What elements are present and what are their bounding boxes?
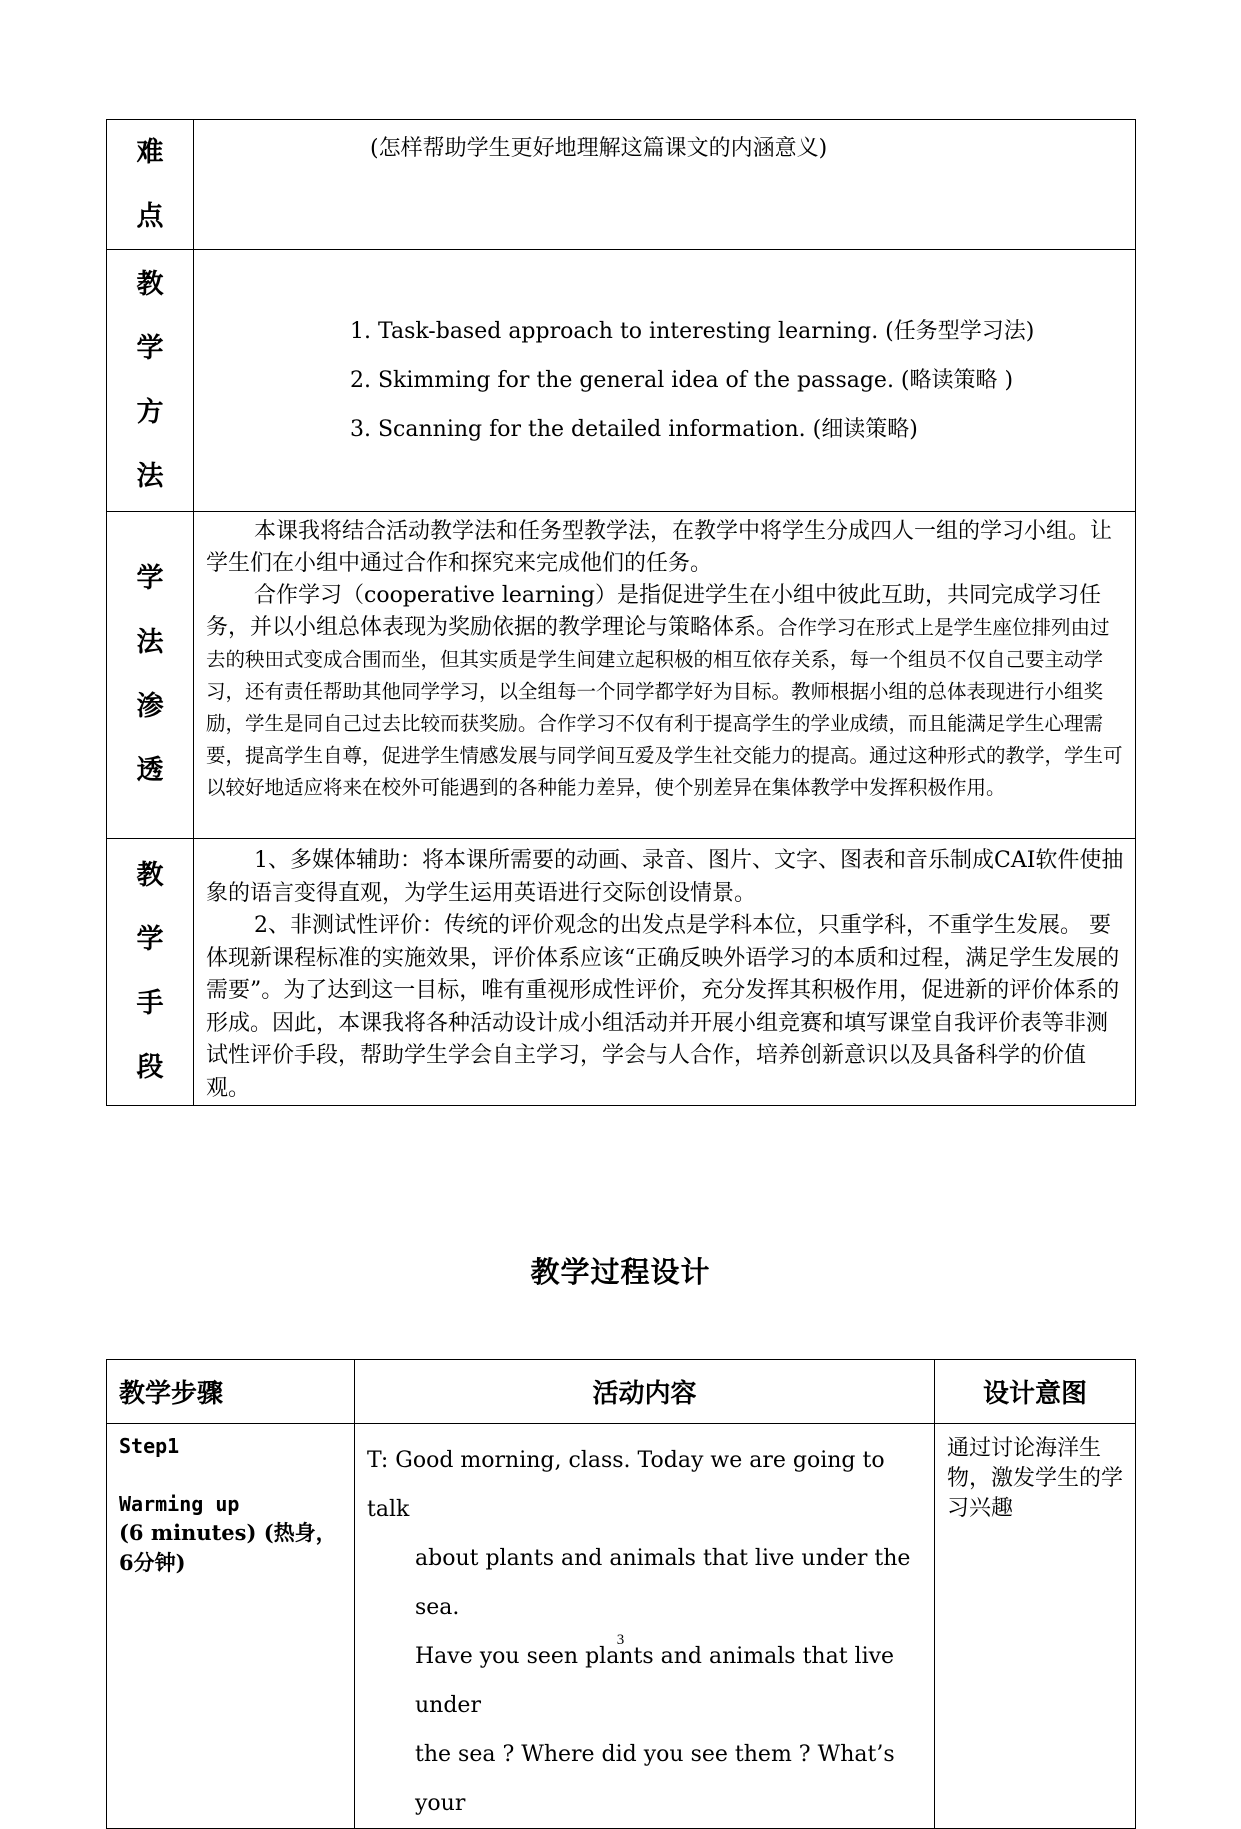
study-paragraph-2 xyxy=(206,580,1125,804)
label-char: 教 xyxy=(136,268,164,300)
label-char: 学 xyxy=(136,332,164,364)
label-difficulty xyxy=(107,120,194,250)
page-number: 3 xyxy=(616,1632,625,1648)
teaching-means-content xyxy=(194,839,1136,1106)
activity-line: about plants and animals that live under the sea. xyxy=(415,1546,911,1620)
means-paragraph-1: 1、多媒体辅助：将本课所需要的动画、录音、图片、文字、图表和音乐制成CAI软件使抽象的语言变得直观，为学生运用英语进行交际创设情景。 xyxy=(206,848,1124,906)
activity-line: Have you seen plants and animals that live under xyxy=(415,1644,895,1718)
study-method-content xyxy=(194,512,1136,839)
difficulty-text: (怎样帮助学生更好地理解这篇课文的内涵意义) xyxy=(370,136,828,161)
label-char: 渗 xyxy=(136,691,164,722)
teaching-method-content xyxy=(194,250,1136,512)
step-name: Warming up xyxy=(119,1492,240,1516)
teaching-process-table xyxy=(106,1359,1136,1829)
row-teaching-means xyxy=(107,839,1136,1106)
step-time: (6 minutes) (热身，6分钟) xyxy=(119,1520,337,1575)
label-char: 难 xyxy=(136,136,164,168)
label-char: 法 xyxy=(136,627,164,658)
label-char: 手 xyxy=(136,988,164,1019)
activity-line: the sea ? Where did you see them ? What’s your xyxy=(415,1742,895,1816)
method-item: 2. Skimming for the general idea of the passage. (略读策略 ) xyxy=(350,368,1014,393)
step-row xyxy=(107,1424,1136,1829)
label-teaching-means xyxy=(107,839,194,1106)
steps-header-row xyxy=(107,1360,1136,1424)
method-item: 1. Task-based approach to interesting learning. (任务型学习法) xyxy=(350,319,1035,344)
label-teaching-method xyxy=(107,250,194,512)
study-paragraph-2-detail: 合作学习在形式上是学生座位排列由过去的秧田式变成合围而坐，但其实质是学生间建立起积极的相互依存关系，每一个组员不仅自己要主动学习，还有责任帮助其他同学学习，以全组每一个同学都学好为目标。教师根据小组的总体表现进行小组奖励，学生是同自己过去比较而获奖励。合作学习不仅有利于提高学生的学业成绩，而且能满足学生心理需要，提高学生自尊，促进学生情感发展与同学间互爱及学生社交能力的提高。通过这种形式的教学，学生可以较好地适应将来在校外可能遇到的各种能力差异，使个别差异在集体教学中发挥积极作用。 xyxy=(206,616,1123,799)
label-char: 段 xyxy=(136,1052,164,1083)
label-char: 透 xyxy=(136,755,164,786)
activity-cell xyxy=(355,1424,935,1829)
label-char: 学 xyxy=(136,924,164,955)
means-paragraph-2: 2、非测试性评价：传统的评价观念的出发点是学科本位，只重学科，不重学生发展。 要体现新课程标准的实施效果，评价体系应该“正确反映外语学习的本质和过程，满足学生发展的需要”。为了达到这一目标，唯有重视形成性评价，充分发挥其积极作用，促进新的评价体系的形成。因此，本课我将各种活动设计成小组活动并开展小组竞赛和填写课堂自我评价表等非测试性评价手段，帮助学生学会自主学习，学会与人合作，培养创新意识以及具备科学的价值观。 xyxy=(206,913,1120,1101)
intent-cell: 通过讨论海洋生物，激发学生的学习兴趣 xyxy=(935,1424,1136,1829)
header-activity: 活动内容 xyxy=(355,1360,935,1424)
row-difficulty xyxy=(107,120,1136,250)
difficulty-content xyxy=(194,120,1136,250)
label-char: 学 xyxy=(136,563,164,594)
lesson-plan-table xyxy=(106,119,1136,1106)
study-paragraph-1: 本课我将结合活动教学法和任务型教学法，在教学中将学生分成四人一组的学习小组。让学生们在小组中通过合作和探究来完成他们的任务。 xyxy=(206,519,1113,576)
label-study-method xyxy=(107,512,194,839)
section-title: 教学过程设计 xyxy=(530,1255,711,1289)
method-item: 3. Scanning for the detailed information. (细读策略) xyxy=(350,417,918,442)
study-paragraph-2-lead: 合作学习（cooperative learning）是指促进学生在小组中彼此互助，共同完成学习任务，并以小组总体表现为奖励依据的教学理论与策略体系。 xyxy=(206,583,1102,640)
label-char: 教 xyxy=(136,860,164,891)
activity-line: T: Good morning, class. Today we are going to talk xyxy=(367,1448,885,1522)
step-cell xyxy=(107,1424,355,1829)
row-study-method xyxy=(107,512,1136,839)
label-char: 方 xyxy=(136,396,164,428)
header-step: 教学步骤 xyxy=(107,1360,355,1424)
header-intent: 设计意图 xyxy=(935,1360,1136,1424)
label-char: 法 xyxy=(136,460,164,492)
label-char: 点 xyxy=(136,200,164,232)
row-teaching-method xyxy=(107,250,1136,512)
step-title: Step1 xyxy=(119,1434,180,1458)
